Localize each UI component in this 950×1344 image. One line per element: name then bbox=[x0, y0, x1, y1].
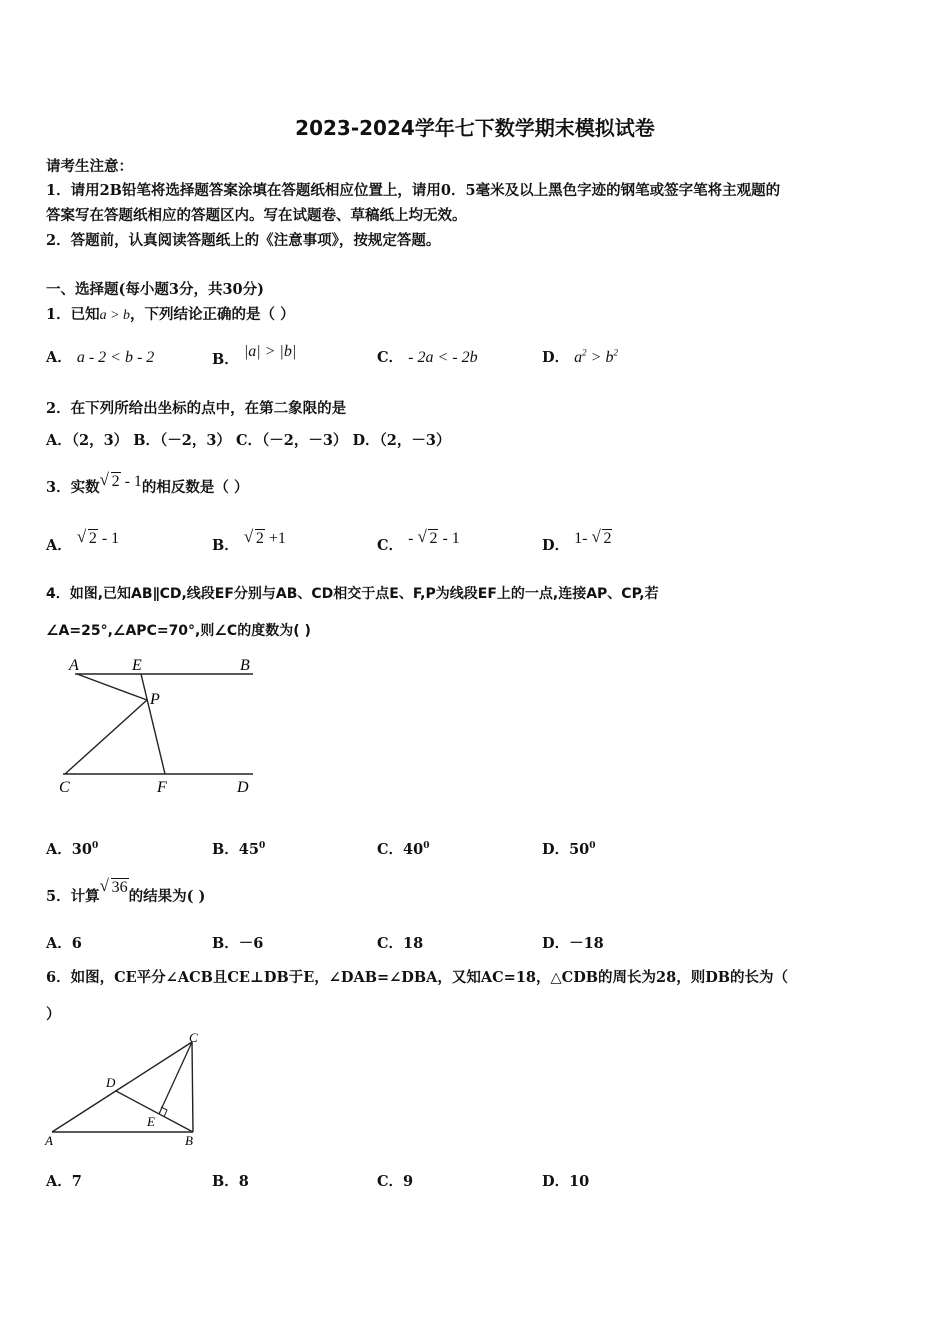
q5-option-d[interactable]: D．－18 bbox=[542, 935, 604, 952]
q4-stem-line-2: ∠A=25°,∠APC=70°,则∠C的度数为( ) bbox=[46, 623, 311, 639]
label-e: E bbox=[132, 657, 142, 674]
q1-option-b[interactable]: B． |a| > |b| bbox=[212, 343, 297, 368]
label-f: F bbox=[157, 779, 167, 796]
q3-option-c[interactable]: C． - √ 2 - 1 bbox=[377, 527, 460, 548]
notice-line-2: 2．答题前，认真阅读答题纸上的《注意事项》，按规定答题。 bbox=[46, 232, 441, 249]
segment-ap bbox=[77, 674, 147, 700]
q6-stem-line-1: 6．如图，CE平分∠ACB且CE⊥DB于E，∠DAB=∠DBA，又知AC=18，△CDB的周长为28，则DB的长为（ bbox=[46, 969, 789, 986]
q3-option-a[interactable]: A． √ 2 - 1 bbox=[46, 527, 119, 548]
q3-stem: 3．实数√ 2 - 1的相反数是（ ） bbox=[46, 470, 248, 491]
q1-stem: 1．已知a > b，下列结论正确的是（ ） bbox=[46, 306, 295, 323]
label-e: E bbox=[147, 1114, 155, 1129]
q6-stem-line-2: ） bbox=[46, 1006, 61, 1023]
label-p: P bbox=[150, 691, 160, 708]
q1-condition: a > b bbox=[99, 308, 131, 323]
q2-stem: 2．在下列所给出坐标的点中，在第二象限的是 bbox=[46, 400, 347, 417]
notice-line-1a: 1．请用2B铅笔将选择题答案涂填在答题纸相应位置上，请用0．5毫米及以上黑色字迹的钢笔或签字笔将主观题的 bbox=[46, 182, 781, 199]
segment-cp bbox=[65, 700, 147, 774]
q2-options[interactable]: A．（2，3） B．（－2，3） C．（－2，－3） D．（2，－3） bbox=[46, 432, 451, 449]
segment-cb bbox=[192, 1042, 193, 1132]
section-heading: 一、选择题(每小题3分，共30分) bbox=[46, 281, 264, 298]
q6-option-b[interactable]: B．8 bbox=[212, 1173, 249, 1190]
label-b: B bbox=[185, 1133, 193, 1148]
q4-figure bbox=[55, 652, 265, 797]
q4-stem-line-1: 4．如图,已知AB∥CD,线段EF分别与AB、CD相交于点E、F,P为线段EF上的一点,连接AP、CP,若 bbox=[46, 586, 659, 602]
q6-option-a[interactable]: A．7 bbox=[46, 1173, 82, 1190]
q6-option-d[interactable]: D．10 bbox=[542, 1173, 590, 1190]
notice-line-1b: 答案写在答题纸相应的答题区内。写在试题卷、草稿纸上均无效。 bbox=[46, 207, 467, 224]
q1-option-c[interactable]: C． - 2a < - 2b bbox=[377, 349, 478, 366]
q4-option-a[interactable]: A．$30^0$ bbox=[46, 841, 99, 858]
label-b: B bbox=[240, 657, 250, 674]
q5-option-b[interactable]: B．－6 bbox=[212, 935, 264, 952]
label-d: D bbox=[106, 1075, 116, 1090]
segment-ef bbox=[141, 674, 165, 774]
label-c: C bbox=[189, 1030, 198, 1045]
q4-option-c[interactable]: C．$40^0$ bbox=[377, 841, 430, 858]
q3-option-d[interactable]: D． 1- √ 2 bbox=[542, 527, 612, 548]
q5-option-c[interactable]: C．18 bbox=[377, 935, 424, 952]
q3-option-b[interactable]: B． √ 2 +1 bbox=[212, 527, 286, 548]
q5-stem: 5．计算√ 36的结果为( ) bbox=[46, 876, 205, 897]
q6-figure bbox=[40, 1028, 215, 1150]
label-a: A bbox=[45, 1133, 53, 1148]
label-c: C bbox=[59, 779, 70, 796]
q1-option-d[interactable]: D． $a^2 > b^2$ bbox=[542, 347, 618, 366]
q4-option-b[interactable]: B．$45^0$ bbox=[212, 841, 266, 858]
notice-heading: 请考生注意： bbox=[46, 158, 133, 175]
q4-option-d[interactable]: D．$50^0$ bbox=[542, 841, 596, 858]
label-d: D bbox=[237, 779, 249, 796]
page-title: 2023-2024学年七下数学期末模拟试卷 bbox=[295, 116, 655, 140]
q6-option-c[interactable]: C．9 bbox=[377, 1173, 414, 1190]
q1-option-a[interactable]: A． a - 2 < b - 2 bbox=[46, 349, 155, 366]
q5-option-a[interactable]: A．6 bbox=[46, 935, 82, 952]
label-a: A bbox=[69, 657, 79, 674]
